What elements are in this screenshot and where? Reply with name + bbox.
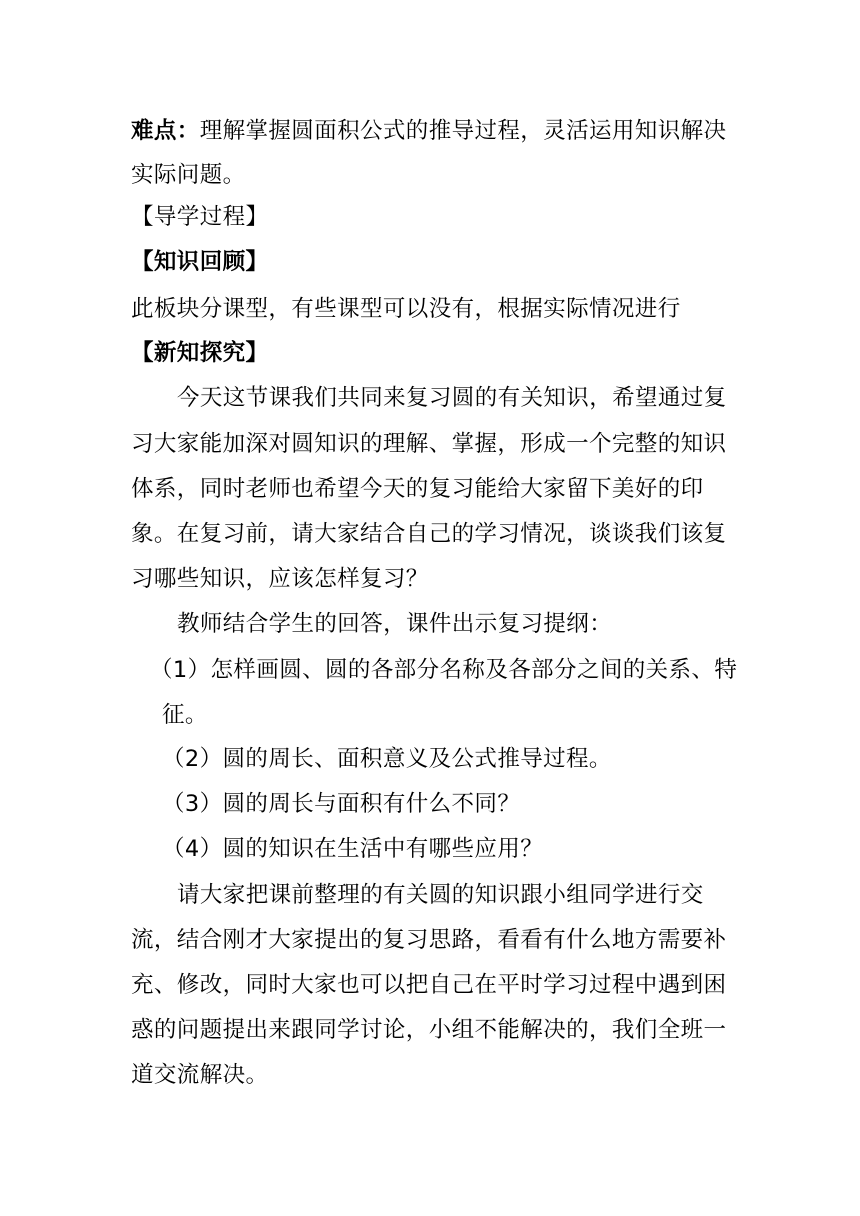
outline-item-1-cont-text: 征。 <box>162 702 208 728</box>
difficulty-text-cont: 实际问题。 <box>131 162 246 188</box>
paragraph1-line: 今天这节课我们共同来复习圆的有关知识，希望通过复 <box>177 385 727 411</box>
paragraph1-line: 体系，同时老师也希望今天的复习能给大家留下美好的印 <box>131 476 704 502</box>
paragraph1-line: 象。在复习前，请大家结合自己的学习情况，谈谈我们该复 <box>131 521 727 547</box>
difficulty-line <box>131 116 751 146</box>
paragraph1-line: 习哪些知识，应该怎样复习？ <box>131 566 429 592</box>
paragraph3-line: 惑的问题提出来跟同学讨论，小组不能解决的，我们全班一 <box>131 1017 727 1043</box>
outline-item-1: （1）怎样画圆、圆的各部分名称及各部分之间的关系、特 <box>150 657 738 683</box>
difficulty-text: 理解掌握圆面积公式的推导过程，灵活运用知识解决 <box>199 118 727 144</box>
heading-process: 【导学过程】 <box>131 204 269 230</box>
outline-item-2: （2）圆的周长、面积意义及公式推导过程。 <box>162 746 612 772</box>
outline-item-3: （3）圆的周长与面积有什么不同？ <box>162 791 521 817</box>
heading-explore: 【新知探究】 <box>131 340 269 366</box>
outline-item-4: （4）圆的知识在生活中有哪些应用？ <box>162 836 544 862</box>
outline-item-1-cont <box>162 700 782 730</box>
difficulty-label: 难点： <box>131 118 200 144</box>
review-note: 此板块分课型，有些课型可以没有，根据实际情况进行 <box>131 296 681 322</box>
paragraph3-line: 充、修改，同时大家也可以把自己在平时学习过程中遇到困 <box>131 972 727 998</box>
paragraph2: 教师结合学生的回答，课件出示复习提纲： <box>177 611 613 637</box>
paragraph3-line: 请大家把课前整理的有关圆的知识跟小组同学进行交 <box>177 882 704 908</box>
heading-review: 【知识回顾】 <box>131 249 269 275</box>
paragraph3-line: 流，结合刚才大家提出的复习思路，看看有什么地方需要补 <box>131 927 727 953</box>
paragraph1-line: 习大家能加深对圆知识的理解、掌握，形成一个完整的知识 <box>131 431 727 457</box>
paragraph3-line: 道交流解决。 <box>131 1062 269 1088</box>
